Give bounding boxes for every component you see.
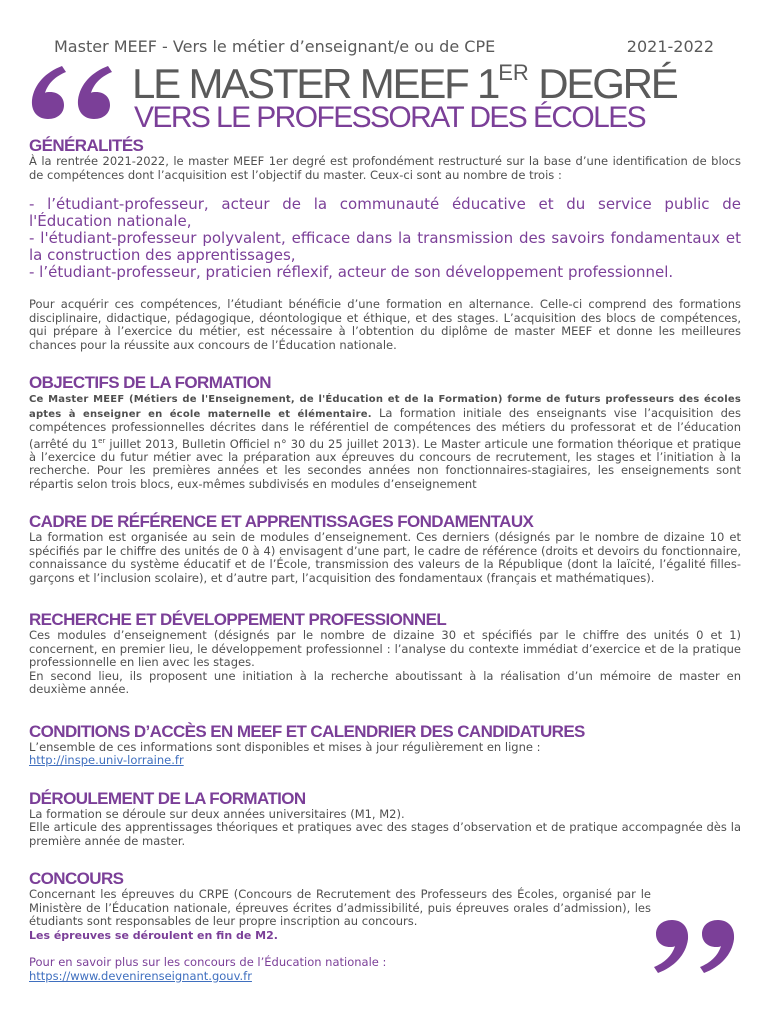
deroulement-paragraph-2: Elle articule des apprentissages théoriques et pratiques avec des stages d’observation et de pratique accompagnée dès la première année de master. — [29, 820, 741, 848]
bloc-competence-2: - l'étudiant-professeur polyvalent, efficace dans la transmission des savoirs fondamentaux et la construction des apprentissages, — [29, 229, 741, 264]
open-quote-icon — [28, 62, 118, 122]
program-label: Master MEEF - Vers le métier d’enseignant/e ou de CPE — [54, 37, 496, 56]
conditions-paragraph: L’ensemble de ces informations sont disponibles et mises à jour régulièrement en ligne : — [29, 739, 541, 754]
concours-emphasis: Les épreuves se déroulent en fin de M2. — [29, 928, 278, 942]
heading-concours: CONCOURS — [29, 869, 124, 889]
year-label: 2021-2022 — [626, 37, 714, 56]
recherche-paragraph-2: En second lieu, ils proposent une initiation à la recherche aboutissant à la réalisation d’un mémoire de master en deuxième année. — [29, 668, 741, 697]
heading-deroulement: DÉROULEMENT DE LA FORMATION — [29, 788, 306, 808]
objectifs-text-a: La formation initiale des enseignants vise l’acquisition des compétences professionnelles décrites dans le référentiel de compétences des métiers du professorat et de l’éducation (arrêté du 1 — [29, 405, 741, 451]
heading-cadre: CADRE DE RÉFÉRENCE ET APPRENTISSAGES FONDAMENTAUX — [29, 512, 534, 532]
heading-objectifs: OBJECTIFS DE LA FORMATION — [29, 373, 271, 392]
heading-conditions: CONDITIONS D’ACCÈS EN MEEF ET CALENDRIER DES CANDIDATURES — [29, 721, 585, 741]
title-superscript: ER — [498, 60, 529, 85]
heading-generalites: GÉNÉRALITÉS — [29, 136, 144, 155]
generalites-intro: À la rentrée 2021-2022, le master MEEF 1er degré est profondément restructuré sur la base d’une identification de blocs de compétences dont l’acquisition est l’objectif du master. Ceux-ci sont au nombre de trois : — [29, 154, 741, 182]
concours-more-info: Pour en savoir plus sur les concours de l’Éducation nationale : — [29, 955, 387, 970]
document-body — [29, 136, 741, 983]
bloc-competence-3: - l’étudiant-professeur, praticien réflexif, acteur de son développement professionnel. — [29, 263, 674, 281]
bloc-competence-1: - l’étudiant-professeur, acteur de la communauté éducative et du service public de l'Éducation nationale, — [29, 195, 741, 230]
concours-paragraph: Concernant les épreuves du CRPE (Concours de Recrutement des Professeurs des Écoles, organisé par le Ministère de l’Éducation nationale, épreuves écrites d’admissibilité, puis épreuves orales d’admission), les étudiants sont responsables de leur propre inscription au concours. — [29, 887, 651, 929]
objectifs-paragraph — [29, 392, 741, 491]
title-text-end: DEGRÉ — [528, 60, 677, 107]
page-subtitle: VERS LE PROFESSORAT DES ÉCOLES — [134, 101, 646, 134]
close-quote-icon — [650, 915, 742, 977]
objectifs-text-b: juillet 2013, Bulletin Officiel n° 30 du 25 juillet 2013). Le Master articule une formation théorique et pratique à l’exercice du futur métier avec la préparation aux épreuves du concours de recrutement, les stages et l’initiation à la recherche. Pour les premières années et les secondes années non fonctionnaires-stagiaires, les enseignements sont répartis selon trois blocs, eux-mêmes subdivisés en modules d’enseignement — [29, 436, 741, 491]
objectifs-bold: Ce Master MEEF (Métiers de l'Enseignement, de l'Éducation et de la Formation) forme de futurs professeurs des écoles aptes à enseigner en école maternelle et élémentaire. — [29, 394, 741, 420]
recherche-paragraph-1: Ces modules d’enseignement (désignés par le nombre de dizaine 30 et spécifiés par le chiffre des unités 0 et 1) concernent, en premier lieu, le développement professionnel : l’analyse du contexte immédiat d’exercice et de la pratique professionnelle en lien avec les stages. — [29, 628, 741, 670]
header-bar — [54, 37, 714, 56]
inspe-link[interactable]: http://inspe.univ-lorraine.fr — [29, 753, 184, 768]
cadre-paragraph: La formation est organisée au sein de modules d’enseignement. Ces derniers (désignés par le nombre de dizaine 10 et spécifiés par le chiffre des unités de 0 à 4) envisagent d’une part, le cadre de référence (droits et devoirs du fonctionnaire, connaissance du système éducatif et de l’École, transmission des valeurs de la République (dont la laïcité, l’égalité filles-garçons et l’inclusion scolaire), et d’autre part, l’acquisition des fondamentaux (français et mathématiques). — [29, 530, 741, 585]
deroulement-paragraph-1: La formation se déroule sur deux années universitaires (M1, M2). — [29, 806, 405, 821]
heading-recherche: RECHERCHE ET DÉVELOPPEMENT PROFESSIONNEL — [29, 610, 447, 630]
title-text: LE MASTER MEEF 1 — [132, 60, 499, 107]
devenirenseignant-link[interactable]: https://www.devenirenseignant.gouv.fr — [29, 968, 252, 983]
generalites-paragraph: Pour acquérir ces compétences, l’étudiant bénéficie d’une formation en alternance. Celle-ci comprend des formations disciplinaire, didactique, pédagogique, déontologique et éthique, et des stages. L’acquisition des blocs de compétences, qui prépare à l’exercice du métier, est nécessaire à l’obtention du diplôme de master MEEF et donne les meilleures chances pour la réussite aux concours de l’Éducation nationale. — [29, 297, 741, 352]
objectifs-sup: er — [98, 436, 106, 445]
